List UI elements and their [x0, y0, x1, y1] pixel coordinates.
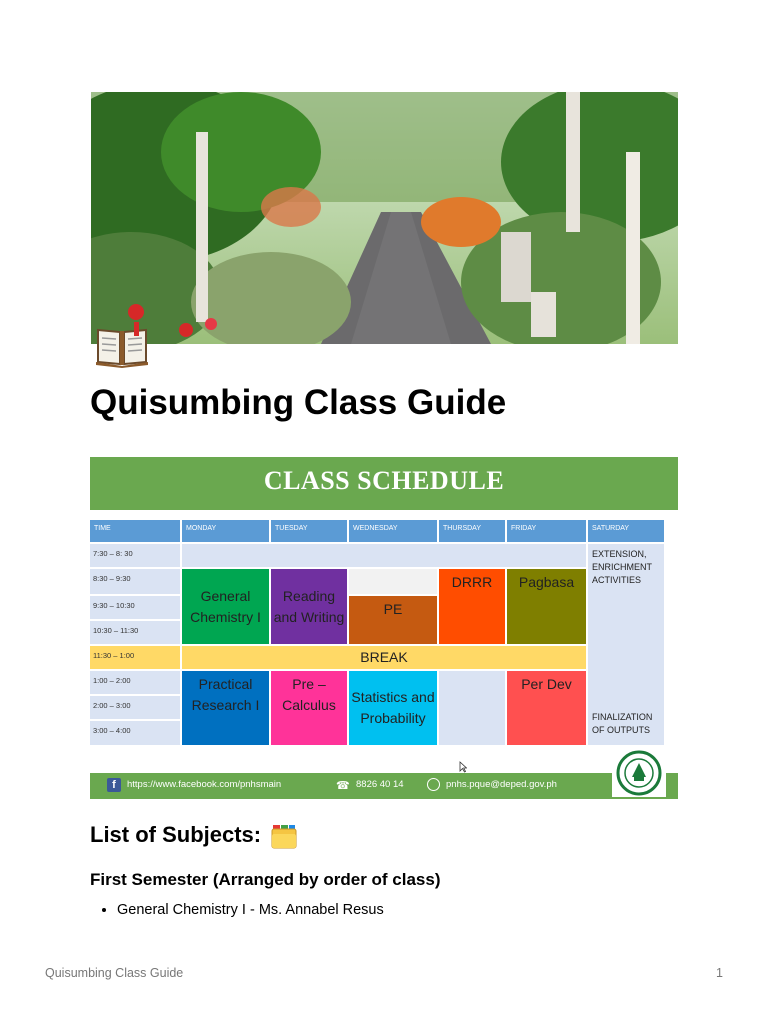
subject-statistics: Statistics and Probability [349, 671, 439, 747]
header-wednesday: WEDNESDAY [349, 520, 439, 544]
page-number: 1 [716, 966, 723, 980]
globe-icon [427, 778, 440, 791]
subject-per-dev: Per Dev [507, 671, 588, 747]
email-address: pnhs.pque@deped.gov.ph [446, 779, 557, 790]
empty-row [182, 544, 588, 569]
page-title: Quisumbing Class Guide [90, 383, 507, 422]
saturday-pm: FINALIZATION OF OUTPUTS [592, 712, 653, 735]
empty-slot [349, 569, 439, 596]
subject-general-chemistry: General Chemistry I [182, 569, 271, 646]
time-label: 10:30 – 11:30 [90, 621, 182, 646]
time-label: 8:30 – 9:30 [90, 569, 182, 596]
header-time: TIME [90, 520, 182, 544]
header-monday: MONDAY [182, 520, 271, 544]
school-seal-logo [612, 749, 666, 797]
time-label: 7:30 – 8: 30 [90, 544, 182, 569]
header-friday: FRIDAY [507, 520, 588, 544]
list-item: • General Chemistry I - Ms. Annabel Resus [117, 902, 384, 918]
empty-slot [439, 671, 507, 747]
cover-image [91, 92, 678, 344]
break-row: BREAK [182, 646, 588, 671]
card-index-dividers-icon [270, 822, 298, 850]
subject-reading-writing: Reading and Writing [271, 569, 349, 646]
subjects-heading: List of Subjects: [90, 822, 262, 847]
header-thursday: THURSDAY [439, 520, 507, 544]
time-label: 9:30 – 10:30 [90, 596, 182, 621]
time-label: 1:00 – 2:00 [90, 671, 182, 696]
schedule-title: CLASS SCHEDULE [263, 466, 505, 495]
subject-drrr: DRRR [439, 569, 507, 646]
time-label: 3:00 – 4:00 [90, 721, 182, 747]
class-schedule-image [90, 457, 678, 799]
first-semester-heading: First Semester (Arranged by order of class) [90, 870, 441, 889]
open-book-icon [94, 322, 150, 368]
subject-practical-research: Practical Research I [182, 671, 271, 747]
time-label: 2:00 – 3:00 [90, 696, 182, 721]
subject-list [90, 902, 384, 918]
saturday-am: EXTENSION, ENRICHMENT ACTIVITIES [592, 549, 652, 585]
facebook-icon: f [107, 778, 121, 792]
header-saturday: SATURDAY [588, 520, 666, 544]
phone-number: 8826 40 14 [356, 779, 404, 790]
subject-pre-calculus: Pre – Calculus [271, 671, 349, 747]
cursor-icon [459, 761, 467, 773]
phone-icon: ☎ [336, 780, 350, 792]
time-label: 11:30 – 1:00 [90, 646, 182, 671]
header-tuesday: TUESDAY [271, 520, 349, 544]
footer-doc-title: Quisumbing Class Guide [45, 966, 184, 980]
subject-pagbasa: Pagbasa [507, 569, 588, 646]
facebook-url: https://www.facebook.com/pnhsmain [127, 779, 282, 790]
subject-pe: PE [349, 596, 439, 646]
